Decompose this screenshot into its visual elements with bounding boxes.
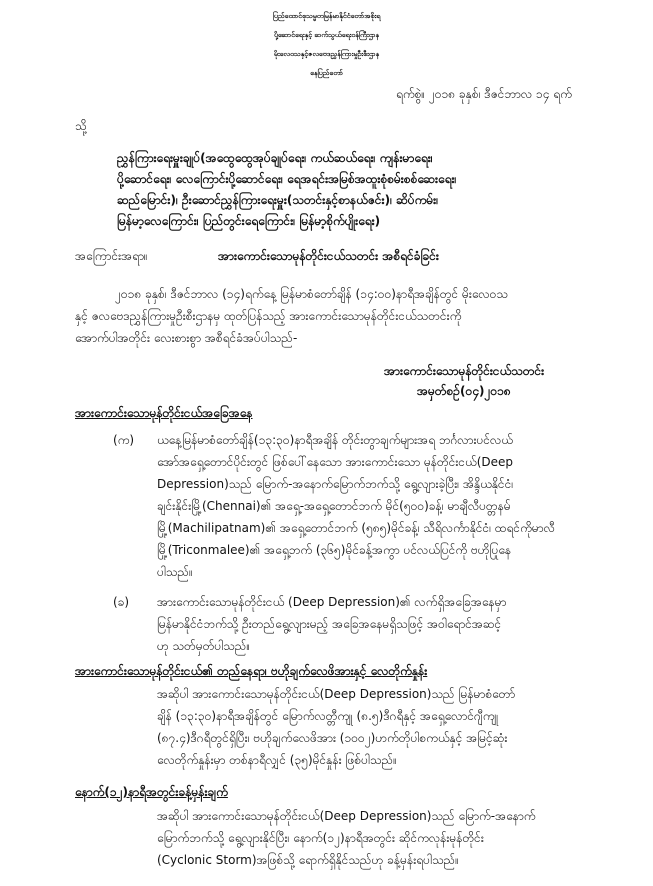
section2-line: လေတိုက်နှုန်းမှာ တစ်နာရီလျှင် (၃၅)မိုင်နှုန်း ဖြစ်ပါသည်။ (157, 753, 397, 767)
recipient-line: မြန်မာ့လေကြောင်း၊ ပြည်တွင်းရေကြောင်း၊ မြန်မာ့စိုက်ပျိုးရေး) (117, 214, 381, 228)
intro-line: အောက်ပါအတိုင်း လေးစားစွာ အစီရင်ခံအပ်ပါသည်- (75, 331, 298, 345)
intro-line: ၂၀၁၈ ခုနှစ်၊ ဒီဇင်ဘာလ (၁၄)ရက်နေ့ မြန်မာစံတော်ချိန် (၁၄:၀၀)နာရီအချိန်တွင် မိုးလေဝသ (115, 287, 509, 301)
item-ka-line: ပါသည်။ (157, 565, 193, 579)
item-kha-line: ဟု သတ်မှတ်ပါသည်။ (157, 639, 251, 653)
item-ka-line: အော်အရှေ့တောင်ပိုင်းတွင် ဖြစ်ပေါ်နေသော အားကောင်းသော မုန်တိုင်းငယ်(Deep (157, 455, 514, 469)
letterhead-department: မိုးလေဝသနှင့်ဇလဗေဒညွှန်ကြားမှုဦးစီးဌာန (273, 50, 380, 58)
to-label: သို့ (75, 119, 87, 133)
section3-line: (Cyclonic Storm)အဖြစ်သို့ ရောက်ရှိနိုင်သည်ဟု ခန့်မှန်းရပါသည်။ (157, 853, 459, 867)
recipient-line: ပို့ဆောင်ရေး၊ လေကြောင်းပို့ဆောင်ရေး၊ ရေအရင်းအမြစ်အထူးစုံစမ်းစစ်ဆေးရေး၊ (117, 172, 457, 186)
item-kha-line: မြန်မာနိုင်ငံဘက်သို့ ဦးတည်ရွေ့လျားမည့် အခြေအနေမရှိသဖြင့် အဝါရောင်အဆင့် (157, 617, 502, 631)
item-marker-kha: (ခ) (113, 595, 130, 609)
item-kha-line: အားကောင်းသောမုန်တိုင်းငယ် (Deep Depression)၏ လက်ရှိအခြေအနေမှာ (157, 595, 507, 609)
item-ka-line: ချင်းနိုင်းမြို့(Chennai)၏ အရှေ့-အရှေ့တောင်ဘက် မိုင်(၅၀၀)ခန့်၊ မာချီလီပတ္တနမ် (157, 499, 511, 513)
letterhead-government: ပြည်ထောင်စုသမ္မတမြန်မာနိုင်ငံတော်အစိုးရ (272, 12, 381, 20)
item-ka-line: ယနေ့မြန်မာစံတော်ချိန်(၁၃:၃၀)နာရီအချိန် တိုင်းတွာချက်များအရ ဘင်္ဂလားပင်လယ် (157, 433, 513, 447)
section3-line: အဆိုပါ အားကောင်းသောမုန်တိုင်းငယ်(Deep Depression)သည် မြောက်-အနောက် (157, 809, 536, 823)
letterhead-city: နေပြည်တော် (310, 69, 343, 77)
section3-line: မြောက်ဘက်သို့ ရွေ့လျားနိုင်ပြီး၊ နောက်(၁၂)နာရီအတွင်း ဆိုင်ကလုန်းမုန်တိုင်း (157, 831, 484, 845)
section-heading-forecast: နောက်(၁၂)နာရီအတွင်းခန့်မှန်းချက် (75, 785, 228, 799)
item-ka-line: Depression)သည် မြောက်-အနောက်မြောက်ဘက်သို့ ရွေ့လျားခဲ့ပြီး၊ အိန္ဒိယနိုင်ငံ၊ (157, 477, 514, 491)
subject-label: အကြောင်းအရာ။ (75, 249, 148, 263)
section-heading-location: အားကောင်းသောမုန်တိုင်းငယ်၏ တည်နေရာ၊ ဗဟိုချက်လေဖိအားနှင့် လေတိုက်နှုန်း (75, 664, 428, 678)
subject-text: အားကောင်းသောမုန်တိုင်းငယ်သတင်း အစီရင်ခံခြင်း (218, 249, 439, 263)
item-marker-ka: (က) (113, 433, 135, 447)
section2-line: (၈၇.၄)ဒီဂရီတွင်ရှိပြီး၊ ဗဟိုချက်လေဖိအား (၁၀၀၂)ဟက်တိုပါစကယ်နှင့် အမြင့်ဆုံး (157, 731, 508, 745)
letter-date: ရက်စွဲ။ ၂၀၁၈ ခုနှစ်၊ ဒီဇင်ဘာလ ၁၄ ရက် (396, 87, 572, 101)
section-heading-condition: အားကောင်းသောမုန်တိုင်းငယ်အခြေအနေ (75, 406, 253, 420)
bulletin-number: အမှတ်စဉ်(၀၄)၂၀၁၈ (417, 384, 511, 398)
item-ka-line: မြို့(Machilipatnam)၏ အရှေ့တောင်ဘက် (၅၈၅)မိုင်ခန့်၊ သီရိလင်္ကာနိုင်ငံ၊ ထရင်ကိုမာလီ (157, 521, 555, 535)
letterhead-ministry: ပို့ဆောင်ရေးနှင့် ဆက်သွယ်ရေးဝန်ကြီးဌာန (273, 31, 380, 39)
section2-line: အဆိုပါ အားကောင်းသောမုန်တိုင်းငယ်(Deep Depression)သည် မြန်မာစံတော် (157, 687, 516, 701)
intro-line: နှင့် ဇလဗေဒညွှန်ကြားမှုဦးစီးဌာနမှ ထုတ်ပြန်သည့် အားကောင်းသောမုန်တိုင်းငယ်သတင်းကို (75, 309, 462, 323)
recipient-line: ဆည်မြောင်း)၊ ဦးဆောင်ညွှန်ကြားရေးမှူး(သတင်းနှင့်စာနယ်ဇင်း)၊ ဆိပ်ကမ်း၊ (117, 193, 439, 207)
recipient-line: ညွှန်ကြားရေးမှူးချုပ်(အထွေထွေအုပ်ချုပ်ရေး၊ ကယ်ဆယ်ရေး၊ ကျန်းမာရေး၊ (117, 151, 433, 165)
item-ka-line: မြို့(Triconmalee)၏ အရှေ့ဘက် (၃၆၅)မိုင်ခန့်အကွာ ပင်လယ်ပြင်ကို ဗဟိုပြုနေ (157, 543, 512, 557)
section2-line: ချိန် (၁၃:၃၀)နာရီအချိန်တွင် မြောက်လတ္တီကျု (၈.၅)ဒီဂရီနှင့် အရှေ့လောင်ဂျီကျု (157, 709, 499, 723)
bulletin-title: အားကောင်းသောမုန်တိုင်းငယ်သတင်း (384, 364, 545, 378)
